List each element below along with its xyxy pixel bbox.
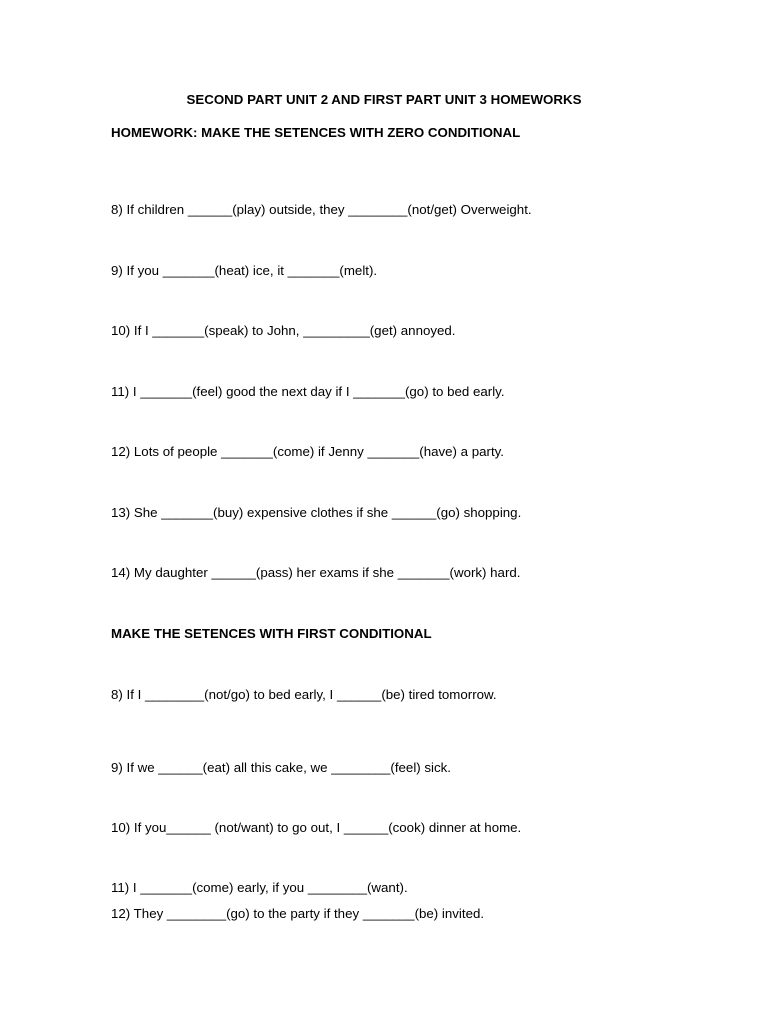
zero-sentence-10: 10) If I _______(speak) to John, _________(get) annoyed. [111,323,456,338]
zero-sentence-9: 9) If you _______(heat) ice, it _______(melt). [111,263,378,278]
zero-sentence-11: 11) I _______(feel) good the next day if I _______(go) to bed early. [111,384,505,399]
zero-sentence-8: 8) If children ______(play) outside, they ________(not/get) Overweight. [111,202,532,217]
first-sentence-8: 8) If I ________(not/go) to bed early, I ______(be) tired tomorrow. [111,687,497,702]
first-sentence-9: 9) If we ______(eat) all this cake, we ________(feel) sick. [111,760,451,775]
first-sentence-11: 11) I _______(come) early, if you ________(want). [111,880,408,895]
zero-sentence-12: 12) Lots of people _______(come) if Jenny _______(have) a party. [111,444,505,459]
document-title: SECOND PART UNIT 2 AND FIRST PART UNIT 3 HOMEWORKS [186,92,582,107]
zero-sentence-14: 14) My daughter ______(pass) her exams if she _______(work) hard. [111,565,521,580]
zero-conditional-heading: HOMEWORK: MAKE THE SETENCES WITH ZERO CONDITIONAL [111,125,521,140]
first-sentence-10: 10) If you______ (not/want) to go out, I ______(cook) dinner at home. [111,820,522,835]
first-conditional-heading: MAKE THE SETENCES WITH FIRST CONDITIONAL [111,626,432,641]
first-sentence-12: 12) They ________(go) to the party if they _______(be) invited. [111,906,485,921]
zero-sentence-13: 13) She _______(buy) expensive clothes if she ______(go) shopping. [111,505,522,520]
